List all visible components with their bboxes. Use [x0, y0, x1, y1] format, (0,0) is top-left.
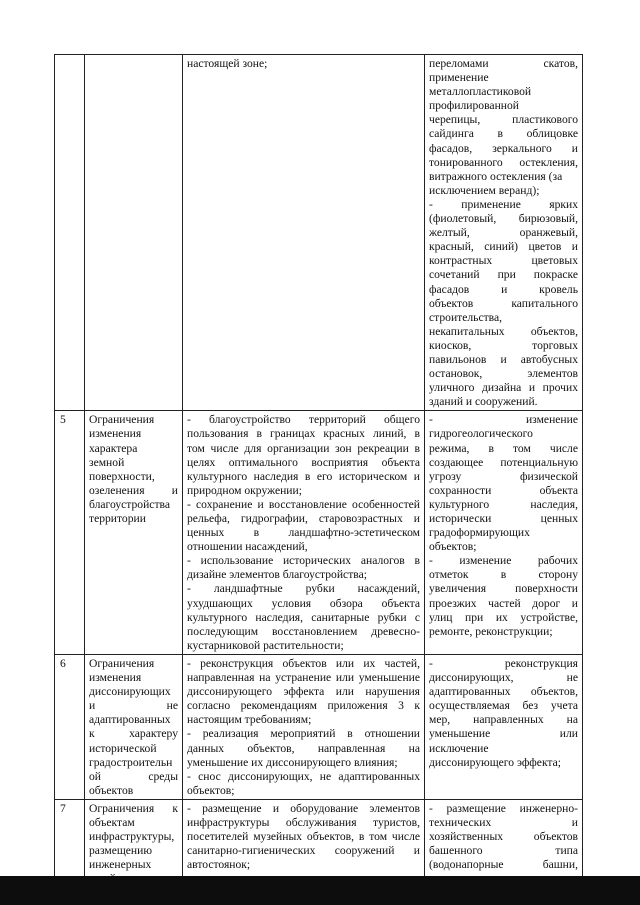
restriction-name-line: объектам — [89, 815, 135, 829]
prohibited-measures-line: градоформирующих — [429, 526, 530, 540]
prohibited-measures-line: профилированной — [429, 99, 519, 113]
restriction-name-line: к характеру — [89, 727, 178, 741]
prohibited-measures-line: остановок, элементов — [429, 367, 578, 381]
allowed-measures-line: - размещение и оборудование элементов — [187, 801, 420, 815]
restriction-name-line: Ограничения — [89, 656, 155, 670]
allowed-measures-line: отношении насаждений, — [187, 540, 308, 554]
restriction-name-line: размещению — [89, 844, 152, 858]
prohibited-measures-line: гидрогеологического — [429, 427, 533, 441]
allowed-measures-line: - сохранение и восстановление особенностей — [187, 497, 420, 511]
allowed-measures-line: автостоянок; — [187, 858, 251, 872]
allowed-measures-line: настоящей зоне; — [187, 57, 268, 70]
prohibited-measures-cell — [425, 654, 583, 799]
allowed-measures-line: кустарниковой растительности; — [187, 638, 344, 652]
allowed-measures-line: дизайне элементов благоустройства; — [187, 568, 367, 582]
allowed-measures-line: природном окружении; — [187, 483, 302, 497]
restriction-name-line: характера — [89, 441, 138, 455]
prohibited-measures-line: (фиолетовый, бирюзовый, — [429, 212, 578, 226]
prohibited-measures-line: проезжих частей дорог и — [429, 596, 578, 610]
restriction-name-cell — [85, 654, 183, 799]
restriction-name-line: инфраструктуры, — [89, 830, 175, 844]
prohibited-measures-line: желтый, оранжевый, — [429, 226, 578, 240]
allowed-measures-line: последующим восстановлением древесно- — [187, 624, 420, 638]
prohibited-measures-line: культурного наследия, — [429, 497, 578, 511]
prohibited-measures-line: переломами скатов, — [429, 57, 578, 70]
prohibited-measures-line: сохранности объекта — [429, 483, 578, 497]
allowed-measures-line: пользования в границах красных линий, в — [187, 427, 420, 441]
prohibited-measures-line: уменьшение или — [429, 727, 578, 741]
allowed-measures-line: рельефа, гидрографии, старовозрастных и — [187, 512, 420, 525]
restriction-name-cell — [85, 411, 183, 655]
prohibited-measures-line: красный, синий) цветов и — [429, 240, 578, 254]
prohibited-measures-line: - изменение — [429, 413, 578, 427]
allowed-measures-cell — [183, 654, 425, 799]
prohibited-measures-line: башенного типа — [429, 844, 578, 858]
table-row — [55, 55, 583, 411]
prohibited-measures-line: киосков, торговых — [429, 338, 578, 352]
prohibited-measures-line: объектов капитального — [429, 296, 578, 310]
prohibited-measures-line: адаптированных объектов, — [429, 685, 578, 699]
prohibited-measures-line: исключением веранд); — [429, 183, 540, 197]
prohibited-measures-line: фасадов, зеркального и — [429, 141, 578, 155]
allowed-measures-line: согласно рекомендациям приложения 3 к — [187, 699, 420, 713]
restriction-name-line: объектов — [89, 783, 134, 797]
prohibited-measures-line: металлопластиковой — [429, 85, 532, 99]
restrictions-table-body — [55, 55, 583, 888]
prohibited-measures-line: осуществляемая без учета — [429, 699, 578, 713]
row-number-cell: 7 — [55, 799, 85, 888]
allowed-measures-line: - снос диссонирующих, не адаптированных — [187, 769, 420, 783]
prohibited-measures-line: увеличения поверхности — [429, 582, 578, 596]
allowed-measures-line: культурного наследия, санитарные рубки с — [187, 610, 420, 624]
allowed-measures-cell — [183, 799, 425, 888]
allowed-measures-line: направленная на устранение или уменьшение — [187, 671, 420, 685]
prohibited-measures-line: применение — [429, 71, 489, 85]
row-number-cell — [55, 55, 85, 411]
allowed-measures-line: объектов; — [187, 783, 235, 797]
prohibited-measures-line: контрастных цветовых — [429, 254, 578, 268]
restriction-name-line: и не — [89, 699, 178, 713]
prohibited-measures-line: витражного остекления (за — [429, 169, 563, 183]
prohibited-measures-cell — [425, 55, 583, 411]
table-row — [55, 654, 583, 799]
allowed-measures-line: данных объектов, направленная на — [187, 741, 420, 755]
prohibited-measures-line: - реконструкция — [429, 656, 578, 670]
prohibited-measures-line: - применение ярких — [429, 197, 578, 211]
table-row — [55, 411, 583, 655]
allowed-measures-line: - благоустройство территорий общего — [187, 413, 420, 427]
prohibited-measures-line: угрозу физической — [429, 469, 578, 483]
prohibited-measures-line: тонированного остекления, — [429, 155, 578, 169]
prohibited-measures-line: сайдинга в облицовке — [429, 127, 578, 141]
prohibited-measures-line: строительства, — [429, 310, 503, 324]
restriction-name-line: инженерных — [89, 858, 152, 872]
allowed-measures-line: настоящим требованиям; — [187, 713, 312, 727]
allowed-measures-line: инфраструктуры обслуживания туристов, — [187, 815, 420, 829]
prohibited-measures-line: создающее потенциальную — [429, 455, 578, 469]
restriction-name-line: изменения — [89, 671, 142, 685]
allowed-measures-line: посетителей музейных объектов, в том числе — [187, 830, 420, 844]
prohibited-measures-line: - изменение рабочих — [429, 554, 578, 568]
prohibited-measures-line: технических и — [429, 815, 578, 829]
allowed-measures-line: - реализация мероприятий в отношении — [187, 727, 420, 741]
restriction-name-line: озеленения и — [89, 483, 178, 497]
allowed-measures-line: диссонирующего эффекта или нарушения — [187, 685, 420, 699]
prohibited-measures-line: зданий и сооружений. — [429, 395, 538, 409]
prohibited-measures-line: исключение — [429, 741, 489, 755]
row-number-cell: 6 — [55, 654, 85, 799]
restriction-name-line: поверхности, — [89, 469, 155, 483]
prohibited-measures-line: диссонирующих, не — [429, 671, 578, 685]
restriction-name-line: градостроительн — [89, 755, 173, 769]
prohibited-measures-line: исторически ценных — [429, 512, 578, 525]
prohibited-measures-line: хозяйственных объектов — [429, 830, 578, 844]
restrictions-table — [54, 54, 583, 888]
prohibited-measures-line: некапитальных объектов, — [429, 324, 578, 338]
prohibited-measures-line: уличного дизайна и прочих — [429, 381, 578, 395]
prohibited-measures-line: павильонов и автобусных — [429, 352, 578, 366]
scan-bottom-edge — [0, 876, 640, 905]
allowed-measures-line: целях оптимального восприятия объекта — [187, 455, 420, 469]
allowed-measures-line: ухудшающих условия обзора объекта — [187, 596, 420, 610]
allowed-measures-line: том числе для организации зон рекреации в — [187, 441, 420, 455]
prohibited-measures-line: фасадов и кровель — [429, 282, 578, 296]
allowed-measures-line: ценных в ландшафтно-эстетическом — [187, 526, 420, 540]
allowed-measures-line: - ландшафтные рубки насаждений, — [187, 582, 420, 596]
prohibited-measures-line: (водонапорные башни, — [429, 858, 578, 872]
prohibited-measures-line: мер, направленных на — [429, 713, 578, 727]
allowed-measures-line: уменьшение их диссонирующего влияния; — [187, 755, 398, 769]
allowed-measures-cell — [183, 55, 425, 411]
allowed-measures-line: санитарно-гигиенических сооружений и — [187, 844, 420, 858]
restriction-name-cell — [85, 55, 183, 411]
allowed-measures-line: - реконструкция объектов или их частей, — [187, 656, 420, 670]
prohibited-measures-line: черепицы, пластикового — [429, 113, 578, 127]
prohibited-measures-cell — [425, 411, 583, 655]
prohibited-measures-line: режима, в том числе — [429, 441, 578, 455]
prohibited-measures-line: объектов; — [429, 540, 477, 554]
restriction-name-line: Ограничения — [89, 413, 155, 427]
allowed-measures-cell — [183, 411, 425, 655]
restriction-name-line: ой среды — [89, 769, 178, 783]
row-number-cell: 5 — [55, 411, 85, 655]
restriction-name-line: территории — [89, 512, 146, 525]
prohibited-measures-line: сочетаний при покраске — [429, 268, 578, 282]
restriction-name-line: диссонирующих — [89, 685, 171, 699]
allowed-measures-line: культурного наследия в его историческом и — [187, 469, 420, 483]
restriction-name-line: исторической — [89, 741, 157, 755]
table-row — [55, 799, 583, 888]
restriction-name-line: изменения — [89, 427, 142, 441]
prohibited-measures-line: отметок в сторону — [429, 568, 578, 582]
restriction-name-line: земной — [89, 455, 125, 469]
prohibited-measures-line: улиц при их устройстве, — [429, 610, 578, 624]
prohibited-measures-line: - размещение инженерно- — [429, 801, 578, 815]
restriction-name-line: Ограничения к — [89, 801, 178, 815]
restriction-name-cell — [85, 799, 183, 888]
restriction-name-line: адаптированных — [89, 713, 171, 727]
prohibited-measures-line: ремонте, реконструкции; — [429, 624, 553, 638]
restriction-name-line: благоустройства — [89, 497, 170, 511]
prohibited-measures-cell — [425, 799, 583, 888]
prohibited-measures-line: диссонирующего эффекта; — [429, 755, 562, 769]
allowed-measures-line: - использование исторических аналогов в — [187, 554, 420, 568]
